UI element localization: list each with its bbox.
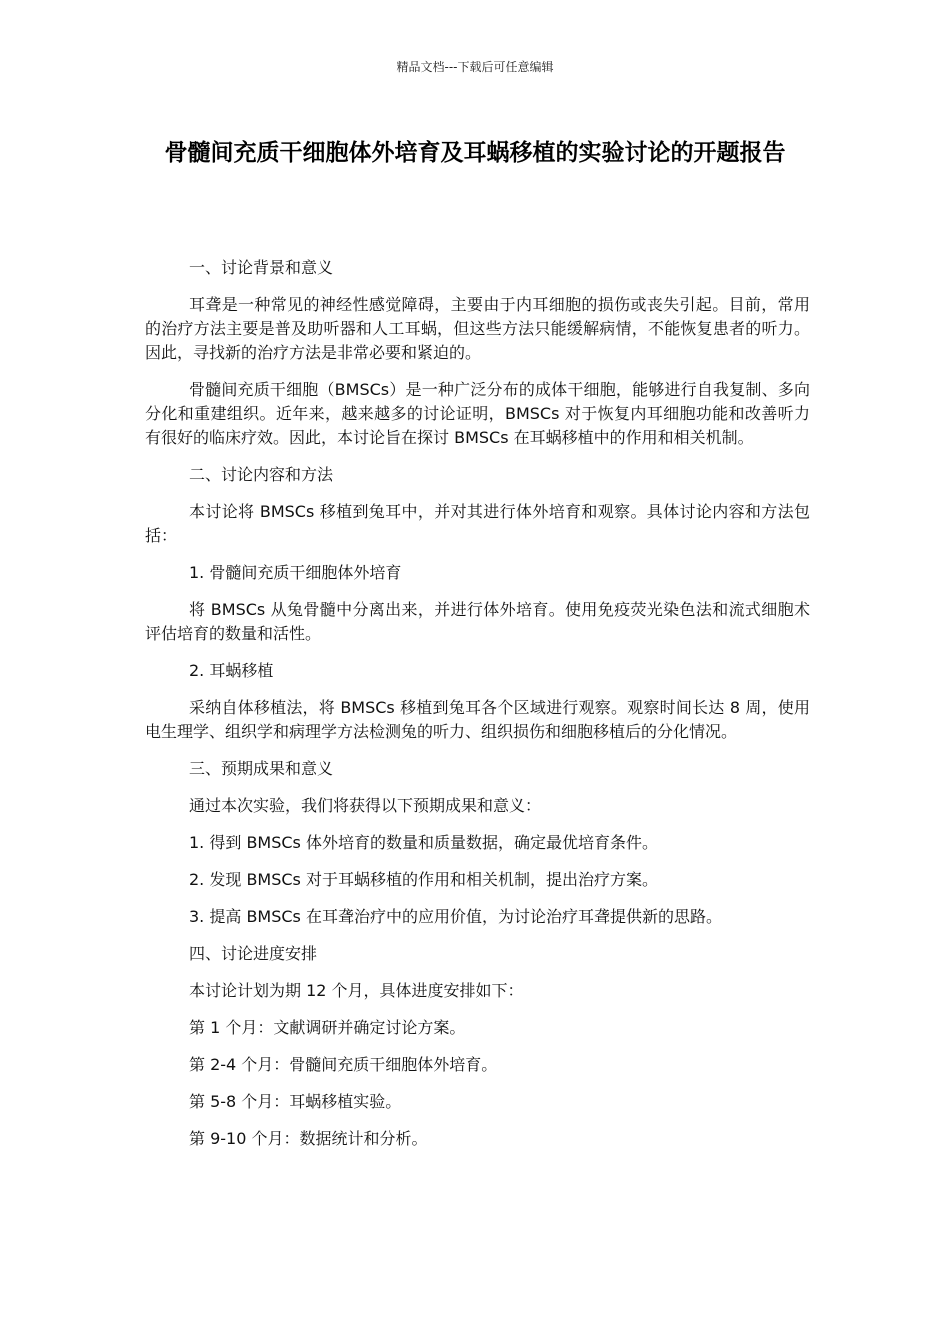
section-heading-schedule: 四、讨论进度安排 xyxy=(189,944,318,963)
paragraph-culture: 将 BMSCs 从兔骨髓中分离出来，并进行体外培育。使用免疫荧光染色法和流式细胞术评估培育的数量和活性。 xyxy=(145,600,810,643)
schedule-item-1: 第 1 个月：文献调研并确定讨论方案。 xyxy=(189,1018,466,1037)
outcome-item-3: 3. 提高 BMSCs 在耳聋治疗中的应用价值，为讨论治疗耳聋提供新的思路。 xyxy=(189,907,722,926)
paragraph-background-2: 骨髓间充质干细胞（BMSCs）是一种广泛分布的成体干细胞，能够进行自我复制、多向分化和重建组织。近年来，越来越多的讨论证明，BMSCs 对于恢复内耳细胞功能和改善听力有很好的临床疗效。因此，本讨论旨在探讨 BMSCs 在耳蜗移植中的作用和相关机制。 xyxy=(145,380,810,447)
paragraph-schedule-intro: 本讨论计划为期 12 个月，具体进度安排如下： xyxy=(189,981,524,1000)
outcome-item-1: 1. 得到 BMSCs 体外培育的数量和质量数据，确定最优培育条件。 xyxy=(189,833,658,852)
paragraph-outcomes-intro: 通过本次实验，我们将获得以下预期成果和意义： xyxy=(189,796,542,815)
schedule-item-4: 第 9-10 个月：数据统计和分析。 xyxy=(189,1129,428,1148)
header-note: 精品文档---下载后可任意编辑 xyxy=(396,60,554,74)
outcome-item-2: 2. 发现 BMSCs 对于耳蜗移植的作用和相关机制，提出治疗方案。 xyxy=(189,870,658,889)
subheading-transplant: 2. 耳蜗移植 xyxy=(189,661,274,680)
schedule-item-3: 第 5-8 个月：耳蜗移植实验。 xyxy=(189,1092,402,1111)
paragraph-content-intro: 本讨论将 BMSCs 移植到兔耳中，并对其进行体外培育和观察。具体讨论内容和方法包括： xyxy=(145,502,810,545)
section-heading-content: 二、讨论内容和方法 xyxy=(189,465,334,484)
document-title: 骨髓间充质干细胞体外培育及耳蜗移植的实验讨论的开题报告 xyxy=(164,140,786,166)
section-heading-background: 一、讨论背景和意义 xyxy=(189,258,334,277)
paragraph-background-1: 耳聋是一种常见的神经性感觉障碍，主要由于内耳细胞的损伤或丧失引起。目前，常用的治疗方法主要是普及助听器和人工耳蜗，但这些方法只能缓解病情，不能恢复患者的听力。因此，寻找新的治疗方法是非常必要和紧迫的。 xyxy=(145,295,810,362)
paragraph-transplant: 采纳自体移植法，将 BMSCs 移植到兔耳各个区域进行观察。观察时间长达 8 周，使用电生理学、组织学和病理学方法检测兔的听力、组织损伤和细胞移植后的分化情况。 xyxy=(145,698,810,741)
subheading-culture: 1. 骨髓间充质干细胞体外培育 xyxy=(189,563,402,582)
section-heading-outcomes: 三、预期成果和意义 xyxy=(189,759,334,778)
document-body xyxy=(145,256,810,1164)
schedule-item-2: 第 2-4 个月：骨髓间充质干细胞体外培育。 xyxy=(189,1055,498,1074)
